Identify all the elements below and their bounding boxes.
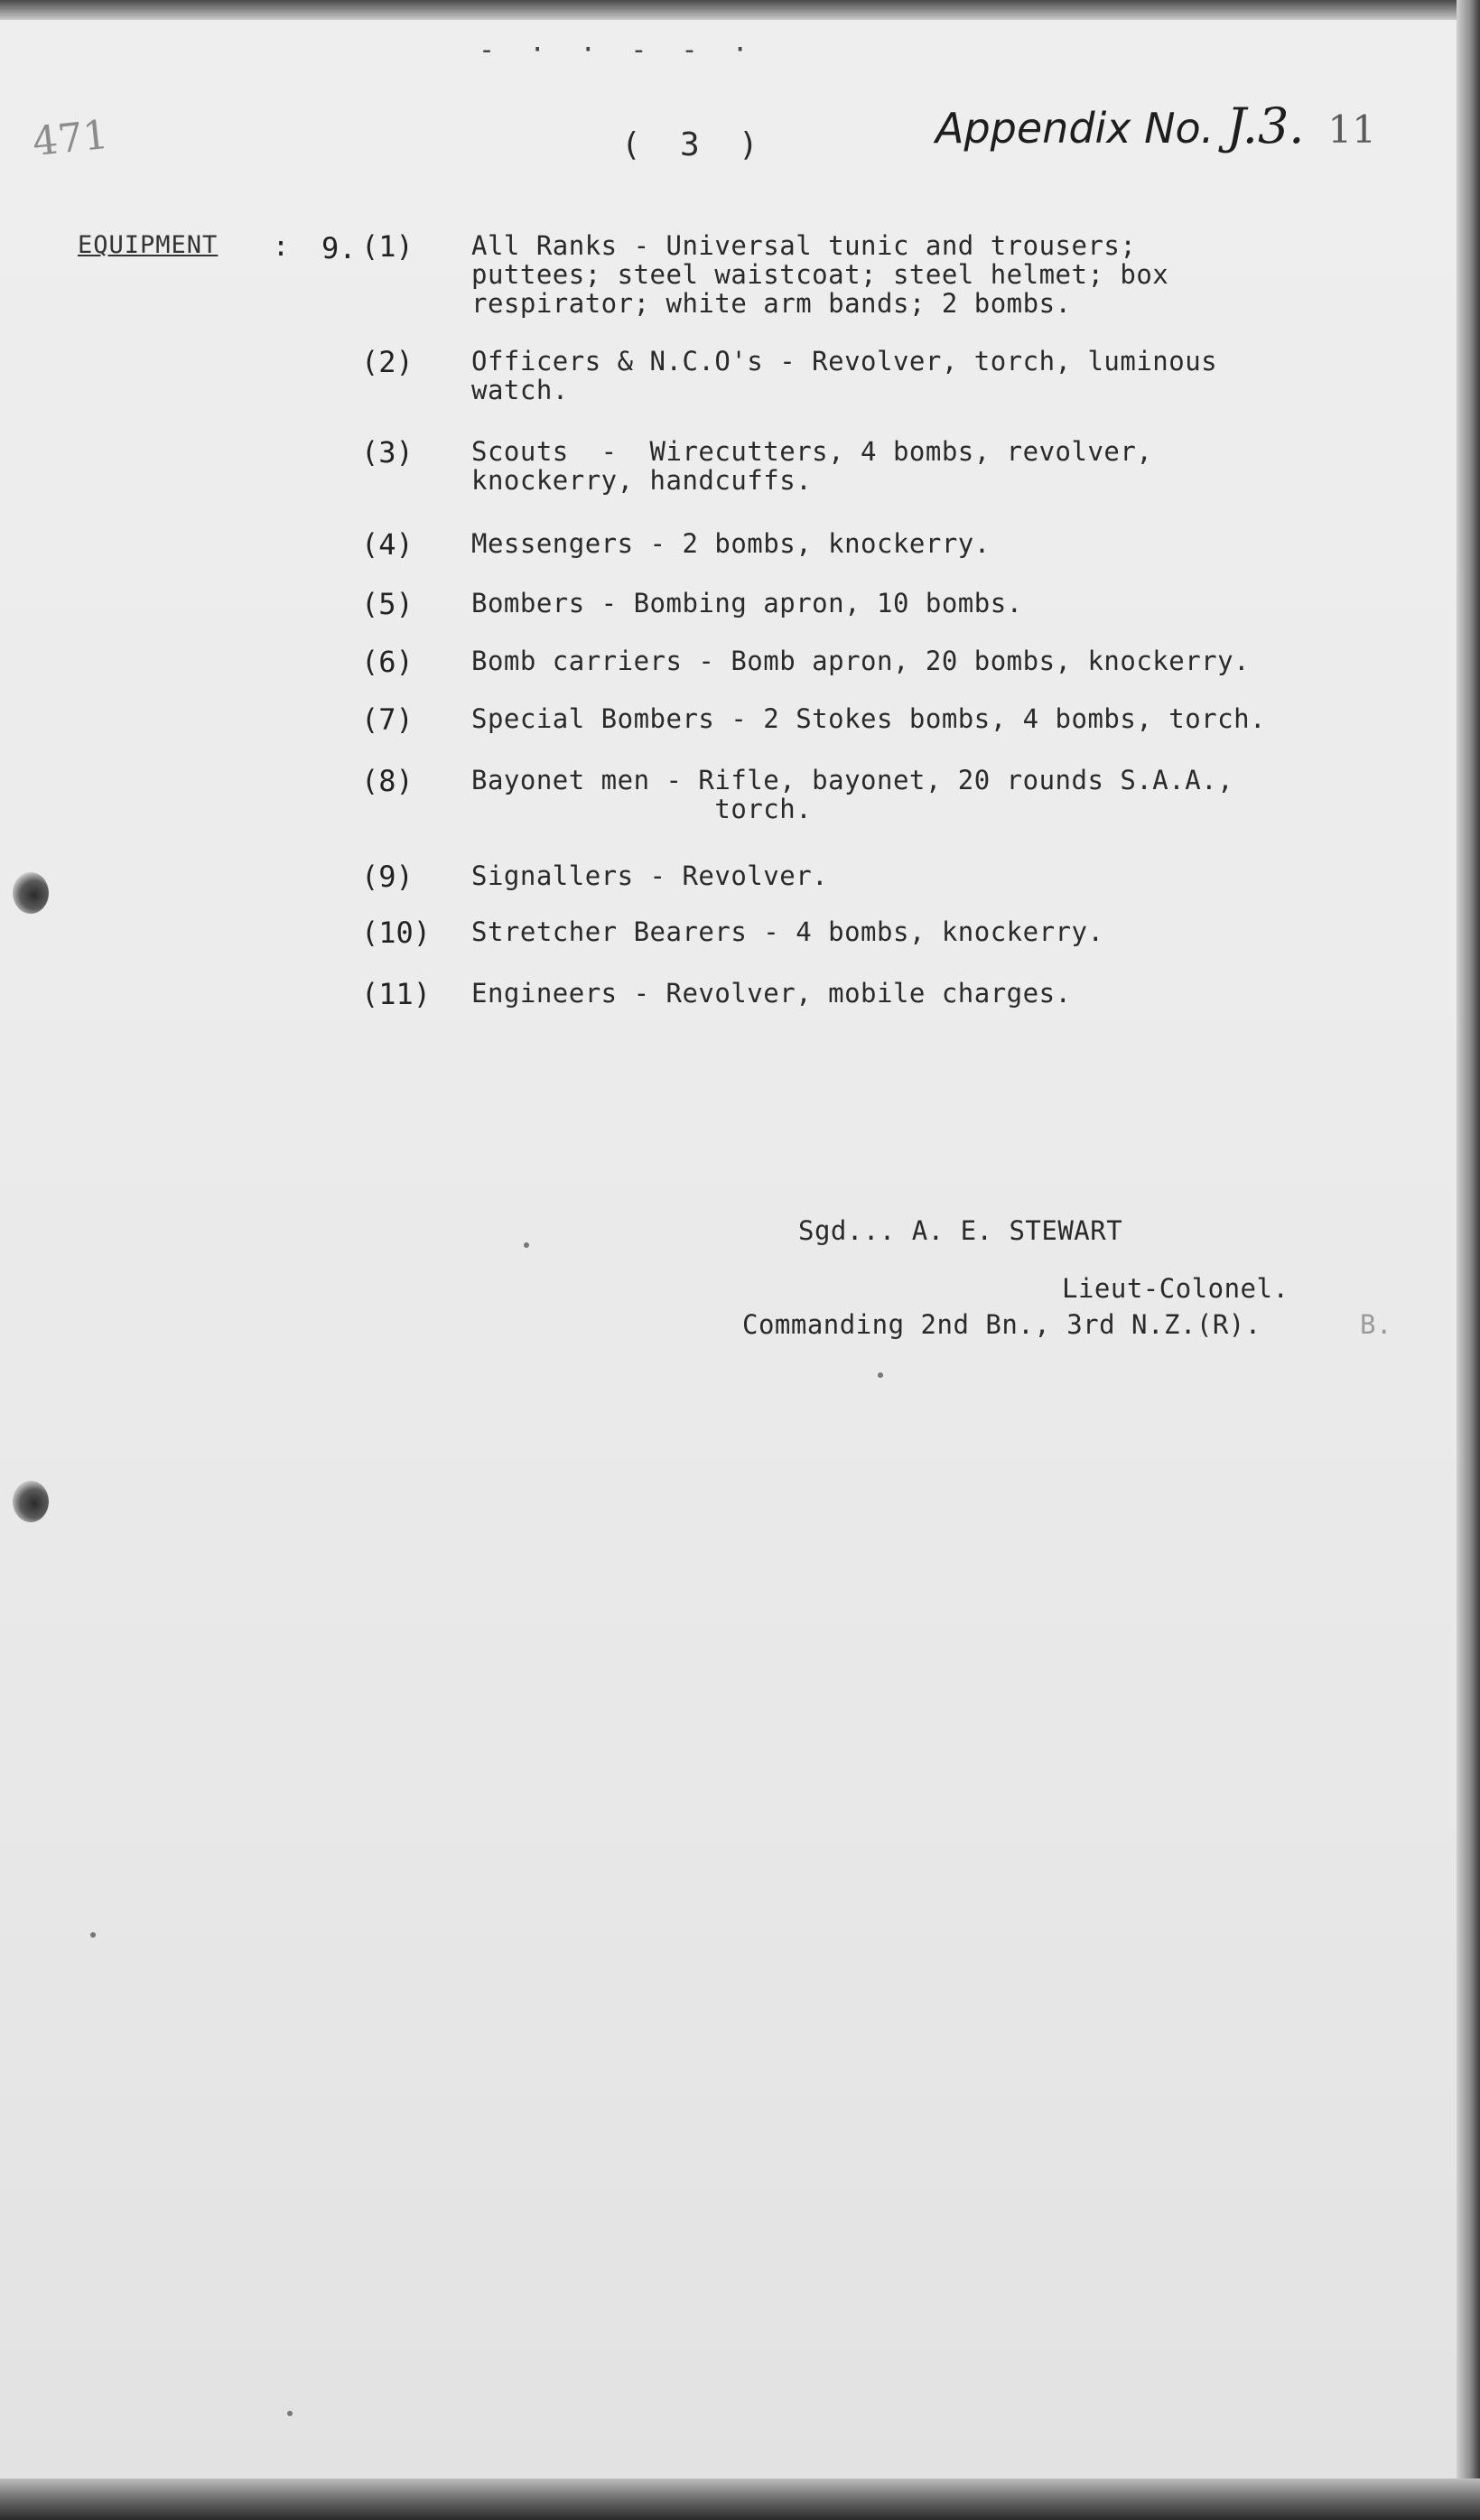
top-typed-marks: - · · - - · [479,34,758,66]
equipment-item [361,231,1400,318]
item-text: Bombers - Bombing apron, 10 bombs. [471,588,1023,618]
section-heading: EQUIPMENT [78,231,219,259]
item-text: Engineers - Revolver, mobile charges. [471,978,1072,1009]
item-number: (6) [361,645,414,679]
rank-line: Lieut-Colonel. [1062,1273,1289,1304]
item-text: Special Bombers - 2 Stokes bombs, 4 bombs, torch. [471,703,1267,734]
equipment-item [361,766,1400,823]
item-number: (2) [361,345,414,379]
equipment-item [361,979,1400,1009]
appendix-heading [935,98,1376,154]
item-number: (10) [361,916,432,950]
equipment-item [361,437,1400,495]
item-number: (7) [361,702,414,737]
page-right-edge [1457,0,1480,2520]
item-number: (1) [361,229,414,264]
margin-note: B. [1360,1309,1392,1340]
appendix-reference: J.3. [1226,98,1305,154]
page-number: ( 3 ) [621,126,759,163]
equipment-item [361,861,1400,892]
equipment-item [361,646,1400,677]
paper-speck [878,1372,883,1378]
equipment-item [361,704,1400,735]
item-number: (9) [361,860,414,894]
item-number: (4) [361,527,414,562]
command-line: Commanding 2nd Bn., 3rd N.Z.(R). [742,1309,1261,1340]
equipment-item [361,529,1400,560]
page-top-shadow [0,0,1480,20]
paper-speck [90,1932,96,1938]
item-text: Officers & N.C.O's - Revolver, torch, luminous watch. [471,346,1218,405]
equipment-item [361,347,1400,405]
item-text: Stretcher Bearers - 4 bombs, knockerry. [471,916,1104,947]
item-number: (3) [361,435,414,470]
item-text: Bomb carriers - Bomb apron, 20 bombs, knockerry. [471,646,1251,676]
item-text: Scouts - Wirecutters, 4 bombs, revolver, knockerry, handcuffs. [471,436,1153,496]
equipment-item [361,589,1400,619]
paper-speck [287,2411,293,2416]
folio-number: 471 [30,111,111,166]
punch-hole [13,872,49,914]
paragraph-number: 9. [321,231,357,265]
signed-line: Sgd... A. E. STEWART [798,1215,1123,1246]
equipment-item [361,917,1400,948]
appendix-sheet-number: 11 [1327,107,1376,152]
item-number: (8) [361,764,414,798]
paper-speck [524,1242,529,1248]
appendix-label: Appendix No. [935,104,1215,153]
item-text: Messengers - 2 bombs, knockerry. [471,528,991,559]
item-number: (5) [361,587,414,621]
item-number: (11) [361,977,432,1011]
page-bottom-edge [0,2478,1480,2520]
section-colon: : [273,231,290,263]
item-text: Signallers - Revolver. [471,860,829,891]
item-text: All Ranks - Universal tunic and trousers; puttees; steel waistcoat; steel helmet; box respirator; white arm bands; 2 bombs. [471,230,1169,319]
punch-hole [13,1481,49,1522]
item-text: Bayonet men - Rifle, bayonet, 20 rounds S.A.A., torch. [471,765,1234,824]
